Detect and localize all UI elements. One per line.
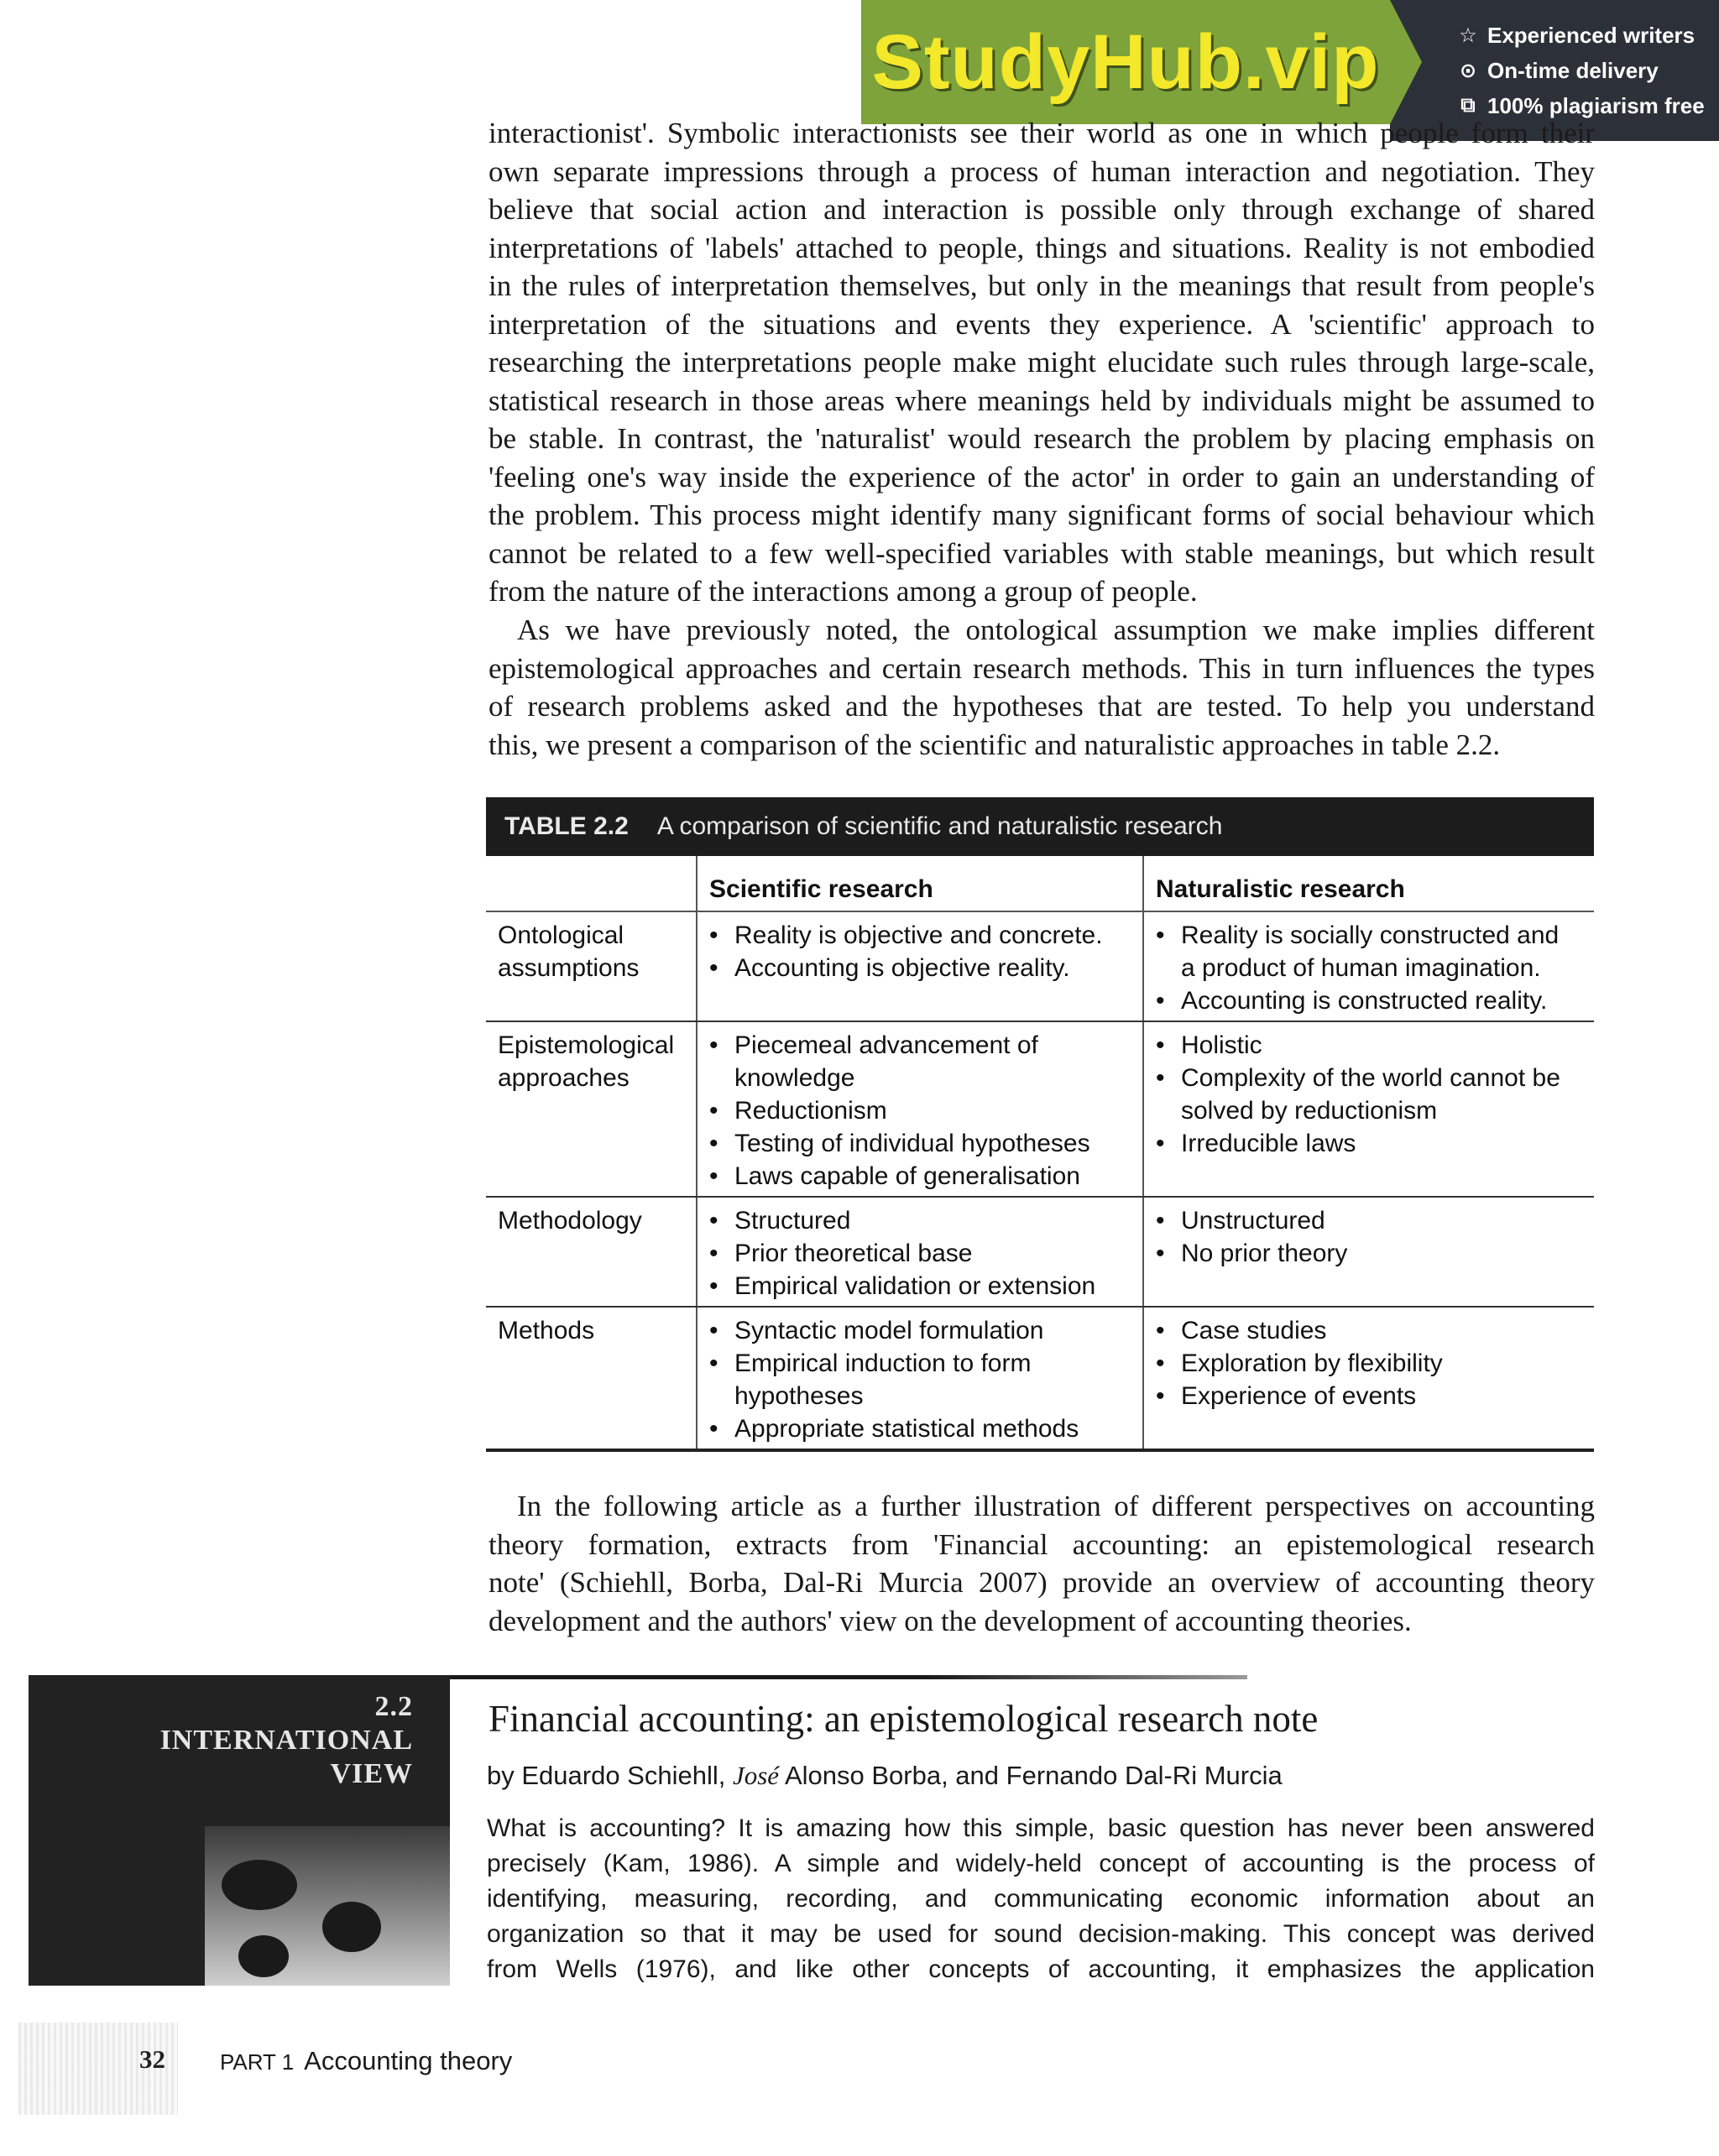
bullet-icon: •	[1156, 1031, 1165, 1059]
bullet-icon: •	[709, 1415, 718, 1443]
clock-icon: ⊙	[1459, 59, 1477, 82]
bullet-icon: •	[1156, 1349, 1165, 1377]
international-view-box	[29, 1675, 450, 1986]
section-label-line: INTERNATIONAL	[159, 1725, 413, 1756]
bullet-item	[1156, 1204, 1582, 1237]
bullet-icon: •	[1156, 1240, 1165, 1267]
bullet-icon: •	[1156, 1064, 1165, 1092]
bullet-item	[709, 1204, 1131, 1237]
text-line: interpretations of 'labels' attached to people, things and situations. Reality is not embodied	[489, 231, 1595, 264]
text-line: development and the authors' view on the development of accounting theories.	[489, 1604, 1412, 1637]
bullet-item	[1156, 1314, 1582, 1347]
table-row	[486, 1022, 1594, 1198]
bullet-item	[709, 952, 1131, 984]
comparison-table	[486, 856, 1594, 1452]
bullet-icon: •	[709, 921, 718, 949]
bullet-text-line: Exploration by flexibility	[1181, 1349, 1443, 1377]
bullet-item	[709, 1160, 1131, 1193]
bullet-item	[1156, 1237, 1582, 1270]
bullet-item	[709, 1347, 1131, 1412]
bullet-text-line: solved by reductionism	[1181, 1097, 1438, 1125]
text-line: interactionist'. Symbolic interactionists see their world as one in which people form their	[489, 117, 1595, 149]
bullet-text	[1181, 1380, 1416, 1412]
scientific-cell	[696, 1198, 1142, 1306]
bullet-text	[734, 1412, 1079, 1445]
bullet-icon: •	[1156, 1207, 1165, 1235]
bullet-item	[1156, 1127, 1582, 1160]
bullet-text	[1181, 1029, 1262, 1062]
body-paragraph-1	[489, 114, 1595, 611]
text-line: precisely (Kam, 1986). A simple and widely-held concept of accounting is the process of	[487, 1850, 1595, 1877]
bullet-text-line: hypotheses	[734, 1382, 864, 1410]
bullet-item	[709, 1412, 1131, 1445]
bullet-text	[1181, 919, 1559, 984]
text-line: be stable. In contrast, the 'naturalist' would research the problem by placing emphasis on	[489, 422, 1595, 455]
bullet-text-line: Empirical validation or extension	[734, 1272, 1096, 1300]
bullet-item	[709, 1029, 1131, 1094]
row-label	[486, 1198, 696, 1306]
bullet-text-line: No prior theory	[1181, 1240, 1348, 1267]
row-label-line: Methodology	[498, 1207, 642, 1235]
text-line: from Wells (1976), and like other concepts of accounting, it emphasizes the application	[487, 1955, 1595, 1983]
bullet-icon: •	[1156, 921, 1165, 949]
bullet-text	[734, 1237, 972, 1270]
bullet-text-line: Syntactic model formulation	[734, 1317, 1044, 1344]
text-line: from the nature of the interactions among a group of people.	[489, 575, 1198, 608]
bullet-text	[1181, 1314, 1326, 1347]
scientific-cell	[696, 1308, 1142, 1449]
star-icon: ☆	[1459, 23, 1477, 47]
page-number: 32	[139, 2044, 165, 2074]
bullet-icon: •	[709, 1240, 718, 1267]
body-paragraph-2	[489, 611, 1595, 764]
bullet-item	[1156, 1347, 1582, 1380]
row-label-line: Ontological	[498, 921, 624, 949]
studyhub-logo[interactable]	[861, 0, 1390, 124]
text-line: this, we present a comparison of the scientific and naturalistic approaches in table 2.2.	[489, 728, 1501, 761]
bullet-icon: •	[1156, 1317, 1165, 1344]
bullet-text-line: Accounting is objective reality.	[734, 954, 1070, 982]
bullet-item	[1156, 984, 1582, 1017]
bullet-text	[1181, 984, 1547, 1017]
bullet-item	[709, 1127, 1131, 1160]
bullet-icon: •	[1156, 1382, 1165, 1410]
bullet-text-line: Appropriate statistical methods	[734, 1415, 1079, 1443]
text-line: cannot be related to a few well-specified variables with stable meanings, but which result	[489, 536, 1595, 570]
table-header-cell	[486, 856, 696, 911]
bullet-text	[734, 1347, 1031, 1412]
bullet-icon: •	[709, 1272, 718, 1300]
bullet-icon: •	[1156, 1130, 1165, 1157]
table-header-cell: Scientific research	[696, 856, 1142, 911]
bullet-text-line: Accounting is constructed reality.	[1181, 987, 1548, 1015]
bullet-icon: •	[709, 1162, 718, 1190]
text-line: of research problems asked and the hypotheses that are tested. To help you understand	[489, 690, 1595, 723]
bullet-icon: •	[709, 1207, 718, 1235]
text-line: 'feeling one's way inside the experience of the actor' in order to gain an understanding of	[489, 460, 1595, 493]
bullet-item	[1156, 1029, 1582, 1062]
article-body	[487, 1811, 1595, 1987]
bullet-text	[1181, 1062, 1560, 1127]
bullet-icon: •	[1156, 987, 1165, 1015]
bullet-item	[1156, 919, 1582, 984]
feature-item	[1457, 53, 1719, 88]
naturalistic-cell	[1142, 1308, 1594, 1449]
bullet-text	[734, 1029, 1038, 1094]
bullet-text	[734, 1094, 887, 1127]
text-line: in the rules of interpretation themselves, but only in the meanings that result from people's	[489, 269, 1595, 302]
bullet-item	[709, 1094, 1131, 1127]
bullet-text	[734, 1127, 1090, 1160]
article-byline	[487, 1761, 1283, 1791]
bullet-text-line: Reductionism	[734, 1097, 887, 1125]
text-line: As we have previously noted, the ontological assumption we make implies different	[517, 613, 1595, 646]
table-row	[486, 1308, 1594, 1452]
row-label-line: Epistemological	[498, 1031, 675, 1059]
part-title: Accounting theory	[304, 2046, 513, 2075]
text-line: note' (Schiehll, Borba, Dal-Ri Murcia 2007) provide an overview of accounting theory	[489, 1566, 1595, 1599]
row-label	[486, 1308, 696, 1449]
bullet-item	[1156, 1380, 1582, 1412]
international-view-label	[160, 1690, 413, 1791]
table-row	[486, 912, 1594, 1022]
feature-label: Experienced writers	[1487, 22, 1695, 48]
table-header-row	[486, 856, 1594, 912]
text-line: interpretation of the situations and events they experience. A 'scientific' approach to	[489, 307, 1595, 341]
bullet-text-line: Piecemeal advancement of	[734, 1031, 1038, 1059]
bullet-text	[1181, 1347, 1443, 1380]
bullet-item	[1156, 1062, 1582, 1127]
bullet-item	[709, 1237, 1131, 1270]
text-line: organization so that it may be used for sound decision-making. This concept was derived	[487, 1920, 1595, 1948]
bullet-text	[734, 1160, 1080, 1193]
table-caption: A comparison of scientific and naturalistic research	[656, 812, 1223, 840]
bullet-text-line: Unstructured	[1181, 1207, 1325, 1235]
logo-text: StudyHub.vip	[871, 18, 1380, 105]
body-paragraph-3	[489, 1487, 1595, 1640]
bullet-text	[1181, 1237, 1347, 1270]
running-footer	[220, 2046, 512, 2076]
text-line: believe that social action and interaction is possible only through exchange of shared	[489, 193, 1595, 226]
section-divider	[450, 1675, 1247, 1679]
bullet-icon: •	[709, 1097, 718, 1125]
scientific-cell	[696, 912, 1142, 1021]
byline-text: by Eduardo Schiehll,	[487, 1761, 733, 1790]
text-line: theory formation, extracts from 'Financial accounting: an epistemological research	[489, 1527, 1595, 1561]
text-line: researching the interpretations people make might elucidate such rules through large-scale,	[489, 346, 1595, 378]
bullet-text	[734, 952, 1070, 984]
naturalistic-cell	[1142, 1022, 1594, 1196]
bullet-text-line: knowledge	[734, 1064, 855, 1092]
text-line: identifying, measuring, recording, and communicating economic information about an	[487, 1885, 1595, 1913]
text-line: the problem. This process might identify many significant forms of social behaviour which	[489, 499, 1595, 531]
text-line: What is accounting? It is amazing how this simple, basic question has never been answered	[487, 1814, 1595, 1842]
text-line: In the following article as a further illustration of different perspectives on accounting	[517, 1490, 1595, 1522]
bullet-text-line: Structured	[734, 1207, 851, 1235]
article-title: Financial accounting: an epistemological research note	[489, 1698, 1319, 1740]
bullet-item	[709, 919, 1131, 952]
bullet-icon: •	[709, 1031, 718, 1059]
copy-icon: ⧉	[1460, 94, 1476, 117]
bullet-text	[1181, 1204, 1325, 1237]
bullet-icon: •	[709, 1317, 718, 1344]
bullet-text	[734, 1204, 850, 1237]
bullet-text-line: Experience of events	[1181, 1382, 1417, 1410]
row-label-line: assumptions	[498, 954, 640, 982]
text-line: epistemological approaches and certain research methods. This in turn influences the types	[489, 651, 1595, 685]
part-label: PART 1	[220, 2049, 295, 2075]
bullet-text-line: Irreducible laws	[1181, 1130, 1356, 1157]
naturalistic-cell	[1142, 912, 1594, 1021]
table-number: TABLE 2.2	[504, 812, 629, 840]
feature-item	[1457, 18, 1719, 53]
table-header-cell: Naturalistic research	[1142, 856, 1594, 911]
section-number: 2.2	[374, 1691, 413, 1722]
row-label-line: Methods	[498, 1317, 595, 1344]
bullet-text-line: a product of human imagination.	[1181, 954, 1541, 982]
byline-text: José	[732, 1761, 780, 1790]
row-label	[486, 912, 696, 1021]
bullet-item	[709, 1314, 1131, 1347]
bullet-text-line: Complexity of the world cannot be	[1181, 1064, 1560, 1092]
text-line: own separate impressions through a process of human interaction and negotiation. They	[489, 154, 1595, 188]
bullet-icon: •	[709, 1349, 718, 1377]
byline-text: Alonso Borba, and Fernando Dal-Ri Murcia	[779, 1761, 1283, 1790]
scientific-cell	[696, 1022, 1142, 1196]
bullet-text	[734, 1314, 1044, 1347]
bullet-icon: •	[709, 1130, 718, 1157]
bullet-text	[1181, 1127, 1356, 1160]
naturalistic-cell	[1142, 1198, 1594, 1306]
bullet-text-line: Testing of individual hypotheses	[734, 1130, 1090, 1157]
bullet-text-line: Laws capable of generalisation	[734, 1162, 1080, 1190]
bullet-text-line: Prior theoretical base	[734, 1240, 973, 1267]
bullet-text-line: Holistic	[1181, 1031, 1262, 1059]
bullet-text	[734, 919, 1103, 952]
feature-label: 100% plagiarism free	[1487, 92, 1705, 118]
table-caption-bar	[486, 797, 1594, 856]
globe-photo	[205, 1826, 450, 1986]
row-label	[486, 1022, 696, 1196]
row-label-line: approaches	[498, 1064, 630, 1092]
bullet-icon: •	[709, 954, 718, 982]
feature-label: On-time delivery	[1487, 57, 1659, 83]
bullet-item	[709, 1270, 1131, 1302]
bullet-text-line: Case studies	[1181, 1317, 1327, 1344]
bullet-text-line: Reality is socially constructed and	[1181, 921, 1560, 949]
bullet-text	[734, 1270, 1095, 1302]
section-label-line: VIEW	[330, 1758, 413, 1789]
table-row	[486, 1198, 1594, 1308]
text-line: statistical research in those areas where meanings held by individuals might be assumed to	[489, 384, 1595, 417]
bullet-text-line: Reality is objective and concrete.	[734, 921, 1103, 949]
bullet-text-line: Empirical induction to form	[734, 1349, 1032, 1377]
